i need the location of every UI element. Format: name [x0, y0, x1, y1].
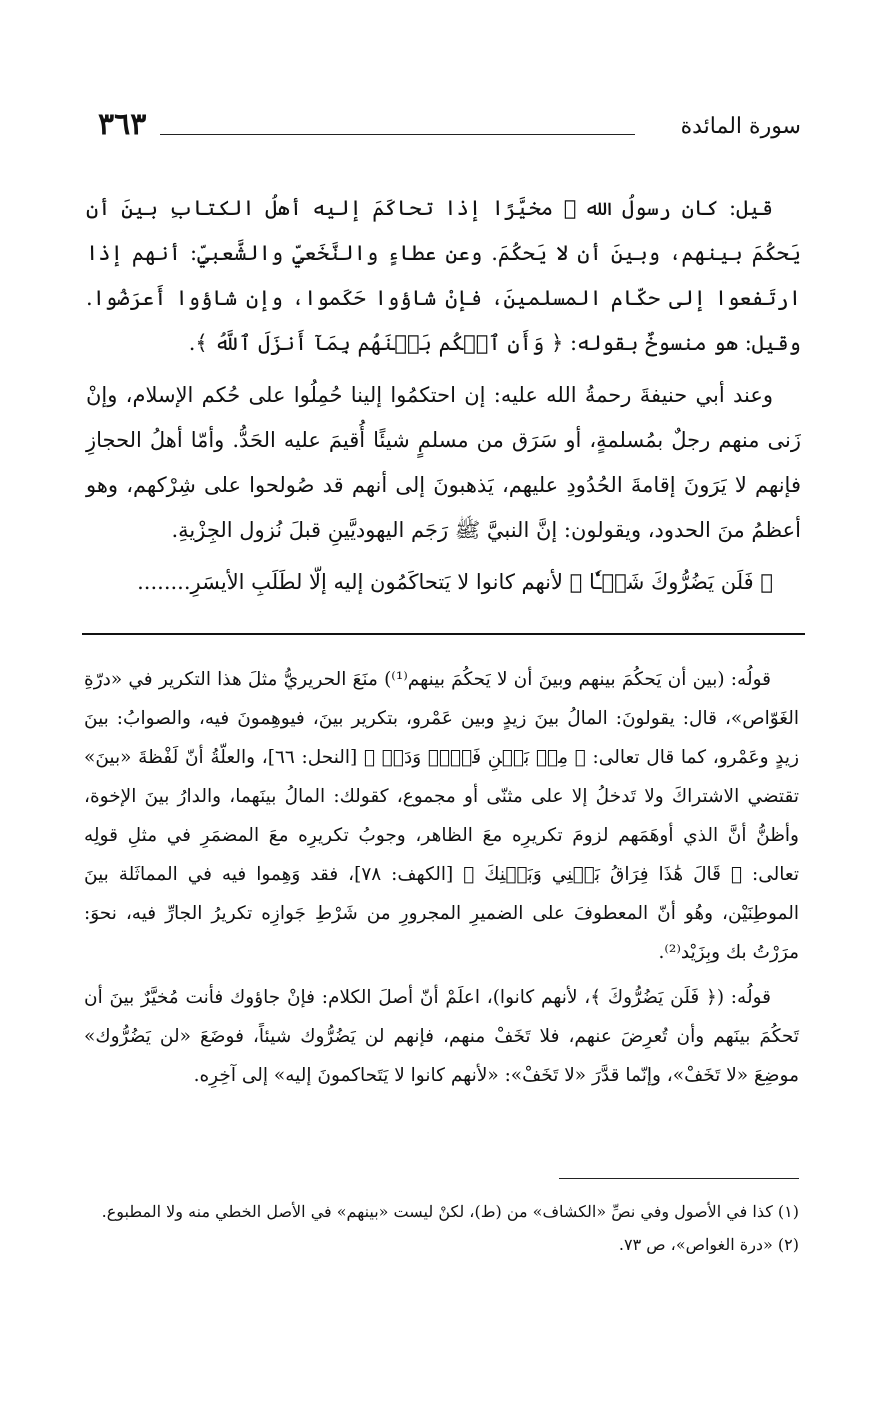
footnote: (٢) «درة الغواص»، ص ٧٣. [618, 1235, 799, 1254]
main-text [86, 186, 801, 612]
header-divider [160, 134, 635, 135]
page-header [98, 108, 801, 152]
commentary-paragraph: قولُه: (﴿ فَلَن يَضُرُّوكَ ﴾، لأنهم كانوا)، اعلَمْ أنّ أصلَ الكلام: فإنْ جاؤوك فأنت مُخيَّرٌ بينَ أن تَحكُمَ بينَهم وأن تُعرِضَ عنهم، فلا تَخَفْ منهم، فإنهم لن يَضُرُّوك شيئاً، فوضَعَ «لن يَضُرُّوك» موضِعَ «لا تَخَفْ»، وإنّما قدَّرَ «لا تَخَفْ»: «لأنهم كانوا لا يَتَحاكمونَ إليه» إلى آخِرِه. [84, 987, 800, 1086]
surah-title: سورة المائدة [680, 114, 801, 139]
page-number: ٣٦٣ [98, 107, 147, 142]
main-commentary-divider [82, 633, 805, 635]
footnotes [84, 1195, 799, 1261]
main-paragraph: وعند أبي حنيفةَ رحمةُ الله عليه: إن احتكمُوا إلينا حُمِلُوا على حُكم الإسلام، وإنْ زَنى منهم رجلٌ بمُسلمةٍ، أو سَرَق من مسلمٍ شيئًا أُقيمَ عليه الحَدُّ. وأمّا أهلُ الحجازِ فإنهم لا يَرَونَ إقامةَ الحُدُودِ عليهم، يَذهبونَ إلى أنهم قد صُولحوا على شِرْكهم، وهو أعظمُ منَ الحدود، ويقولون: إنَّ النبيَّ ﷺ رَجَم اليهوديَّينِ قبلَ نُزول الجِزْيةِ. [86, 383, 801, 542]
commentary-text [84, 660, 799, 1101]
footnote: (١) كذا في الأصول وفي نصِّ «الكشاف» من (ط)، لكنْ ليست «بينهم» في الأصل الخطي منه ولا المطبوع. [101, 1202, 799, 1221]
main-paragraph: قيل: كان رسولُ الله ﷺ مخيَّرًا إذا تحاكَمَ إليه أهلُ الكتابِ بينَ أن يَحكُمَ بينهم، وبينَ أن لا يَحكُمَ. وعن عطاءٍ والنَّخَعيِّ والشَّعبيِّ: أنهم إذا ارتَفعوا إلى حكّام المسلمينَ، فإنْ شاؤوا حَكَموا، وإن شاؤوا أَعرَضُوا. وقيل: هو منسوخٌ بقوله: ﴿ وَأَنِ ٱحۡكُم بَيۡنَهُم بِمَآ أَنزَلَ ٱللَّهُ ﴾. [86, 196, 801, 355]
commentary-paragraph: قولُه: (بين أن يَحكُمَ بينهم وبينَ أن لا يَحكُمَ بينهم⁽¹⁾) منَعَ الحريريُّ مثلَ هذا التكرير في «درّةِ الغَوّاص»، قال: يقولونَ: المالُ بينَ زيدٍ وبين عَمْرو، بتكرير بينَ، فيوهِمونَ فيه، والصوابُ: بينَ زيدٍ وعَمْرو، كما قال تعالى: ﴿ مِنۢ بَيۡنِ فَرۡثٖ وَدَمٖ ﴾ [النحل: ٦٦]، والعلّةُ أنّ لَفْظةَ «بينَ» تقتضي الاشتراكَ ولا تَدخلُ إلا على مثنّى أو مجموع، كقولك: المالُ بينَهما، والدارُ بينَ الإخوة، وأظنُّ أنَّ الذي أوهَمَهم لزومَ تكريرِه معَ الظاهر، وجوبُ تكريرِه معَ المضمَرِ في مثلِ قولِه تعالى: ﴿ قَالَ هَٰذَا فِرَاقُ بَيۡنِي وَبَيۡنِكَ ﴾ [الكهف: ٧٨]، فقد وَهِموا فيه في المماثَلة بينَ الموطِنَيْن، وهُو أنّ المعطوفَ على الضميرِ المجرورِ من شَرْطِ جَوازِه تكريرُ الجارِّ فيه، نحوَ: مرَرْتُ بك وبِزَيْد⁽²⁾. [84, 669, 799, 963]
footnote-divider [559, 1178, 799, 1179]
main-paragraph: ﴿ فَلَن يَضُرُّوكَ شَيۡـٔٗا ﴾ لأنهم كانوا لا يَتحاكَمُون إليه إلّا لطَلَبِ الأيسَرِ........ [137, 570, 773, 594]
